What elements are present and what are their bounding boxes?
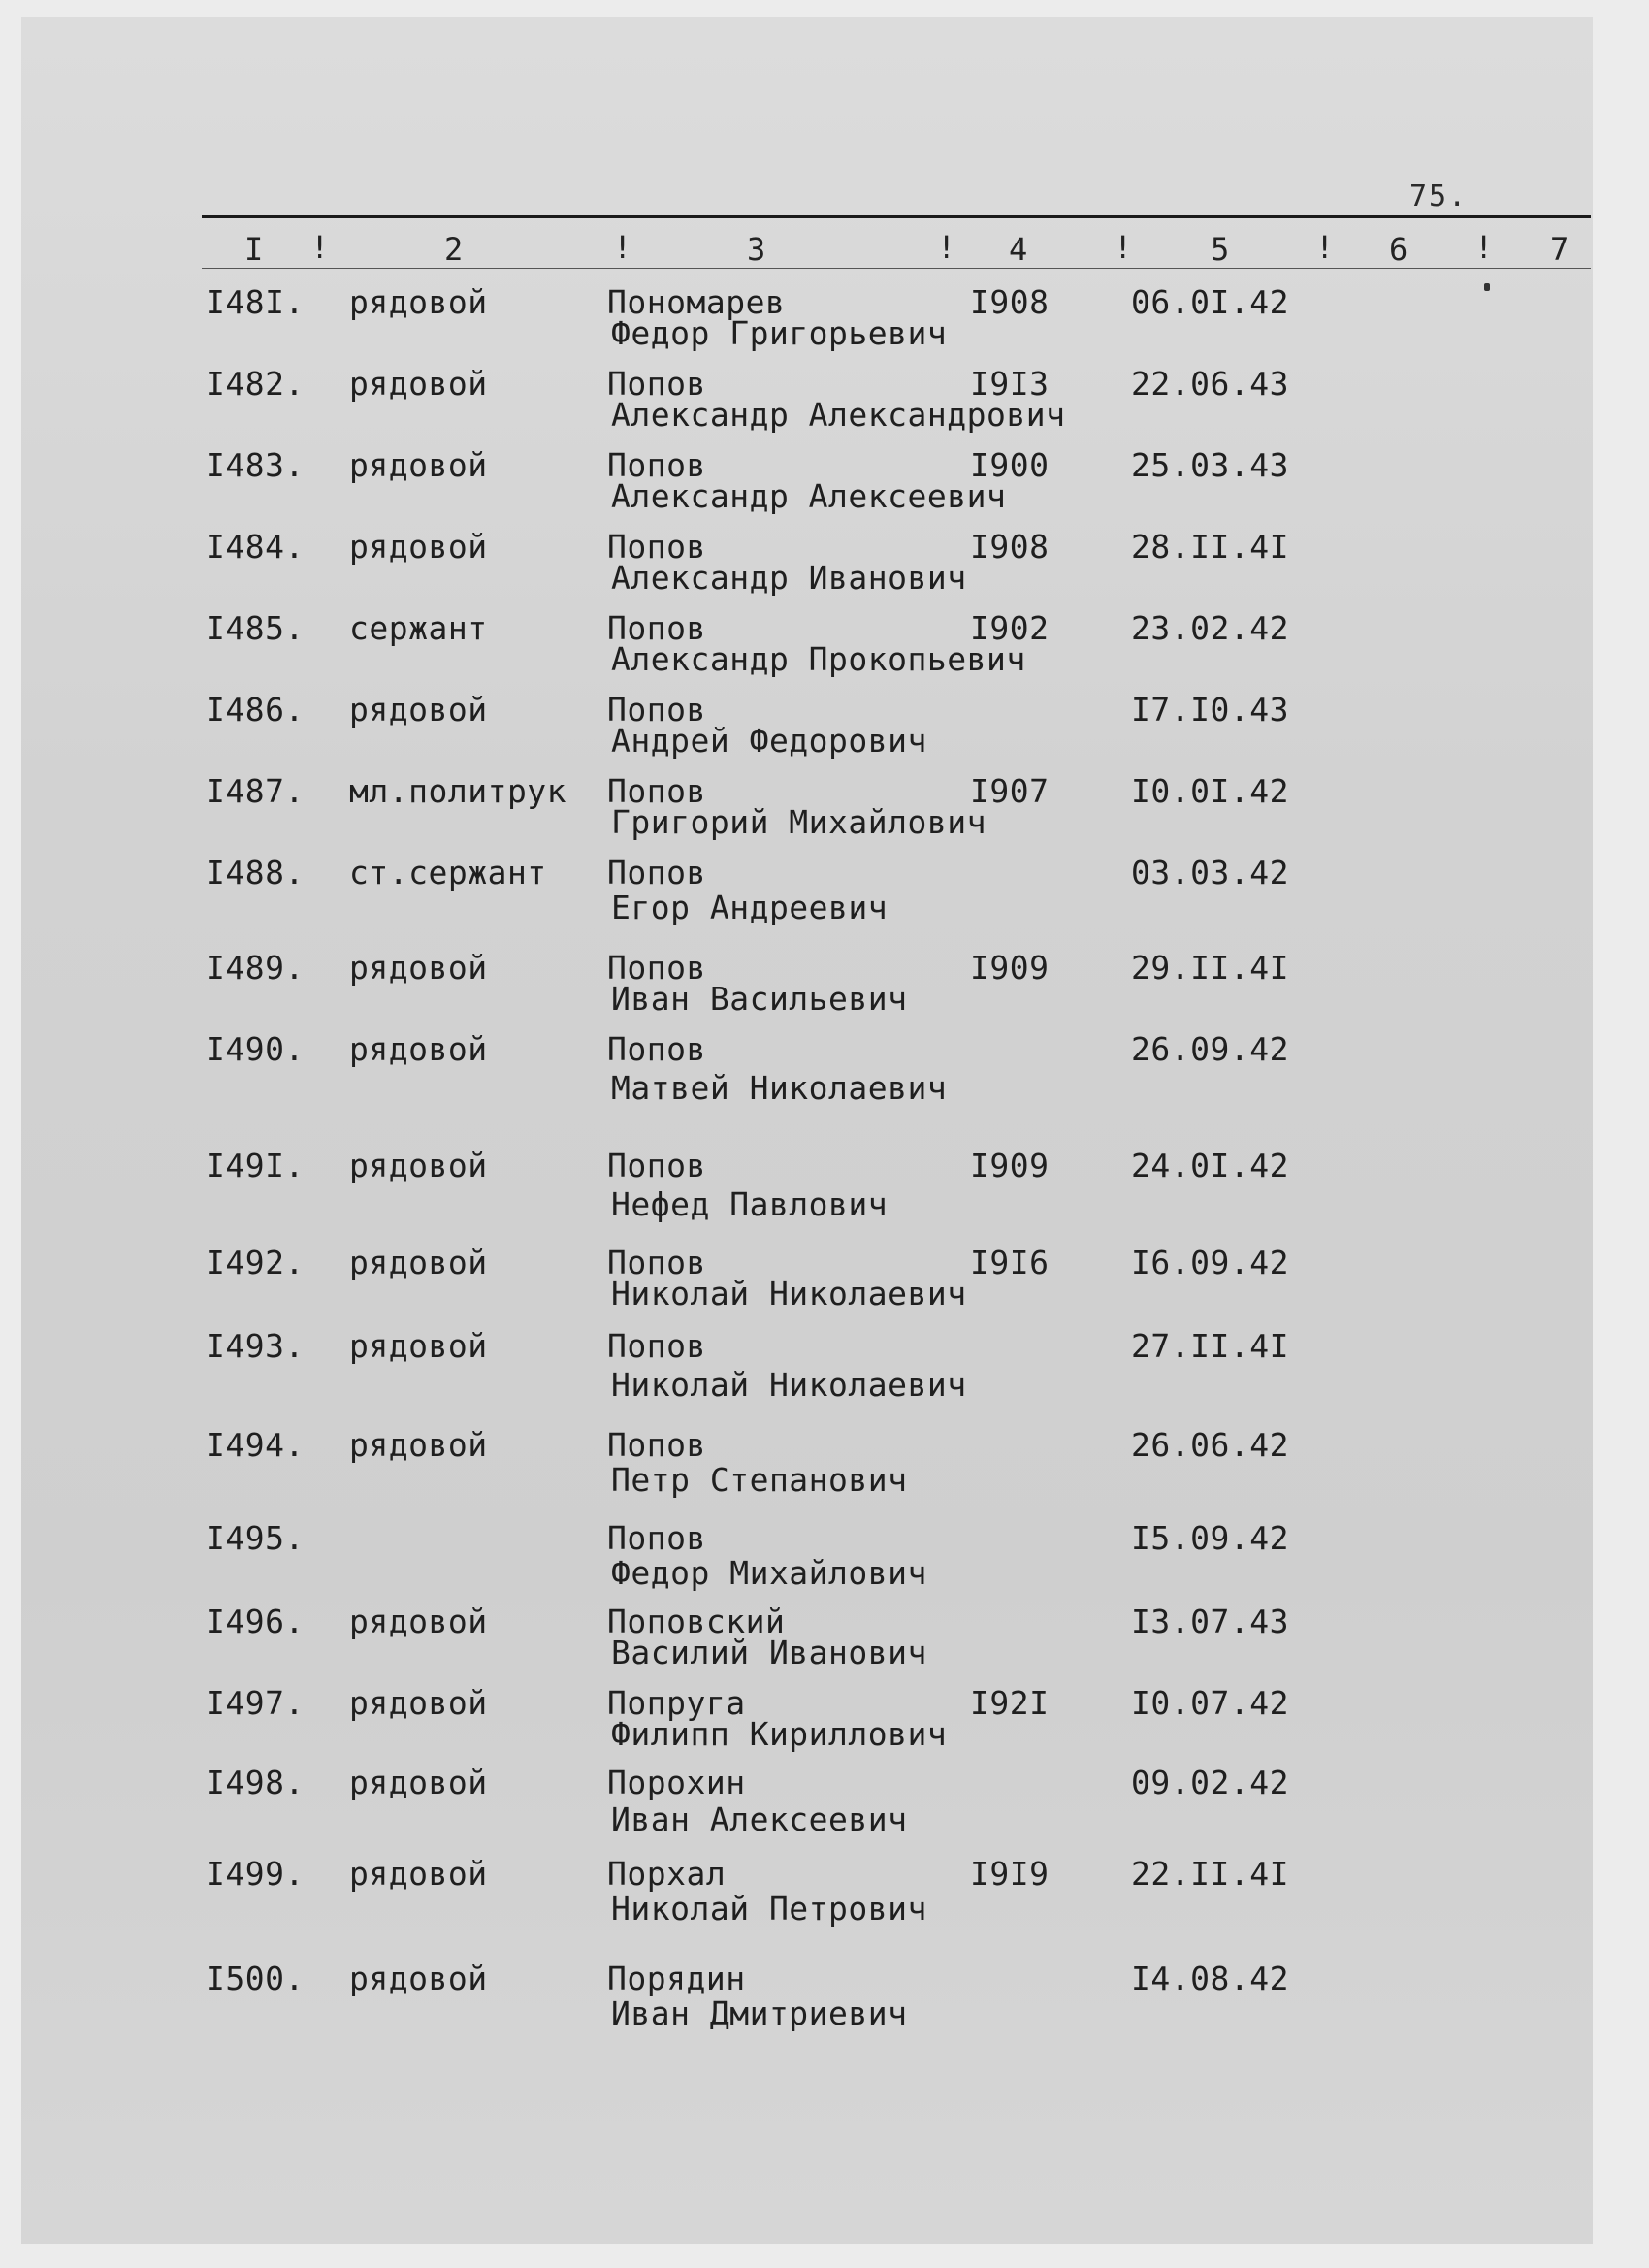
record-date: 24.0I.42	[1131, 1147, 1289, 1184]
column-header-5: 5	[1211, 231, 1230, 268]
record-number: I496.	[206, 1603, 305, 1640]
table-row	[0, 1327, 1649, 1405]
record-rank: рядовой	[349, 1426, 488, 1464]
column-separator: !	[937, 229, 956, 266]
record-given-name: Филипп Кириллович	[611, 1715, 948, 1753]
record-surname: Попов	[607, 691, 706, 729]
record-date: I0.07.42	[1131, 1684, 1289, 1722]
table-row	[0, 691, 1649, 768]
record-rank: рядовой	[349, 1960, 488, 1997]
column-header-7: 7	[1550, 231, 1569, 268]
table-row	[0, 1603, 1649, 1680]
record-given-name: Николай Петрович	[611, 1890, 927, 1928]
record-rank: рядовой	[349, 1030, 488, 1068]
column-separator: !	[1315, 229, 1335, 266]
record-birth-year: I908	[970, 283, 1050, 321]
record-number: I500.	[206, 1960, 305, 1997]
record-date: 25.03.43	[1131, 446, 1289, 484]
record-birth-year: I908	[970, 528, 1050, 566]
record-number: I482.	[206, 365, 305, 403]
table-row	[0, 1684, 1649, 1762]
table-row	[0, 949, 1649, 1026]
record-surname: Попов	[607, 772, 706, 810]
table-row	[0, 1855, 1649, 1932]
record-number: I493.	[206, 1327, 305, 1365]
record-number: I498.	[206, 1764, 305, 1801]
record-given-name: Николай Николаевич	[611, 1366, 967, 1404]
record-surname: Попов	[607, 365, 706, 403]
record-given-name: Александр Алексеевич	[611, 477, 1007, 515]
record-number: I485.	[206, 609, 305, 647]
column-header-1: I	[244, 231, 264, 268]
table-row	[0, 1426, 1649, 1504]
record-date: 28.II.4I	[1131, 528, 1289, 566]
record-birth-year: I902	[970, 609, 1050, 647]
record-rank: рядовой	[349, 283, 488, 321]
record-surname: Попруга	[607, 1684, 746, 1722]
record-surname: Попов	[607, 609, 706, 647]
column-separator: !	[310, 229, 330, 266]
record-birth-year: I907	[970, 772, 1050, 810]
record-given-name: Василий Иванович	[611, 1634, 927, 1671]
record-given-name: Николай Николаевич	[611, 1275, 967, 1312]
record-number: I484.	[206, 528, 305, 566]
record-surname: Попов	[607, 446, 706, 484]
record-birth-year: I9I6	[970, 1244, 1050, 1281]
record-rank: рядовой	[349, 1684, 488, 1722]
record-surname: Порохин	[607, 1764, 746, 1801]
record-number: I483.	[206, 446, 305, 484]
column-separator: !	[1114, 229, 1133, 266]
record-date: 09.02.42	[1131, 1764, 1289, 1801]
record-date: I7.I0.43	[1131, 691, 1289, 729]
record-rank: рядовой	[349, 1603, 488, 1640]
record-birth-year: I900	[970, 446, 1050, 484]
record-date: I6.09.42	[1131, 1244, 1289, 1281]
record-surname: Попов	[607, 1426, 706, 1464]
record-number: I497.	[206, 1684, 305, 1722]
record-given-name: Иван Алексеевич	[611, 1800, 908, 1838]
record-rank: сержант	[349, 609, 488, 647]
table-row	[0, 528, 1649, 605]
record-date: 26.09.42	[1131, 1030, 1289, 1068]
header-rule-bottom	[202, 268, 1591, 269]
record-rank: рядовой	[349, 1327, 488, 1365]
record-number: I49I.	[206, 1147, 305, 1184]
column-separator: !	[1474, 229, 1494, 266]
record-given-name: Александр Александрович	[611, 396, 1066, 434]
record-given-name: Нефед Павлович	[611, 1185, 889, 1223]
record-number: I499.	[206, 1855, 305, 1893]
record-surname: Попов	[607, 1519, 706, 1557]
record-given-name: Григорий Михайлович	[611, 803, 986, 841]
record-number: I495.	[206, 1519, 305, 1557]
table-row	[0, 1244, 1649, 1321]
column-header-6: 6	[1389, 231, 1408, 268]
record-number: I490.	[206, 1030, 305, 1068]
record-given-name: Александр Прокопьевич	[611, 640, 1026, 678]
record-date: I3.07.43	[1131, 1603, 1289, 1640]
record-birth-year: I9I9	[970, 1855, 1050, 1893]
record-surname: Пономарев	[607, 283, 786, 321]
record-surname: Порядин	[607, 1960, 746, 1997]
column-header-3: 3	[747, 231, 766, 268]
record-number: I489.	[206, 949, 305, 987]
record-given-name: Иван Васильевич	[611, 980, 908, 1018]
table-row	[0, 1764, 1649, 1841]
record-date: 22.II.4I	[1131, 1855, 1289, 1893]
record-rank: ст.сержант	[349, 854, 547, 891]
table-row	[0, 283, 1649, 361]
record-date: 03.03.42	[1131, 854, 1289, 891]
record-birth-year: I92I	[970, 1684, 1050, 1722]
table-row	[0, 1147, 1649, 1224]
record-rank: рядовой	[349, 1764, 488, 1801]
table-row	[0, 1030, 1649, 1108]
record-number: I492.	[206, 1244, 305, 1281]
record-rank: рядовой	[349, 446, 488, 484]
record-rank: рядовой	[349, 528, 488, 566]
header-rule-top	[202, 215, 1591, 218]
table-row	[0, 854, 1649, 931]
record-birth-year: I9I3	[970, 365, 1050, 403]
record-rank: рядовой	[349, 365, 488, 403]
record-number: I494.	[206, 1426, 305, 1464]
record-date: 26.06.42	[1131, 1426, 1289, 1464]
record-given-name: Федор Михайлович	[611, 1554, 927, 1592]
table-row	[0, 446, 1649, 524]
table-row	[0, 1519, 1649, 1597]
record-birth-year: I909	[970, 1147, 1050, 1184]
record-surname: Попов	[607, 1327, 706, 1365]
record-given-name: Егор Андреевич	[611, 889, 889, 926]
record-date: 22.06.43	[1131, 365, 1289, 403]
record-surname: Попов	[607, 854, 706, 891]
record-given-name: Петр Степанович	[611, 1461, 908, 1499]
record-number: I486.	[206, 691, 305, 729]
record-number: I48I.	[206, 283, 305, 321]
record-rank: рядовой	[349, 1147, 488, 1184]
record-rank: мл.политрук	[349, 772, 567, 810]
column-separator: !	[613, 229, 632, 266]
record-date: I5.09.42	[1131, 1519, 1289, 1557]
table-row	[0, 365, 1649, 442]
column-header-2: 2	[444, 231, 464, 268]
record-date: 29.II.4I	[1131, 949, 1289, 987]
record-rank: рядовой	[349, 949, 488, 987]
table-row	[0, 772, 1649, 850]
record-given-name: Иван Дмитриевич	[611, 1994, 908, 2032]
table-row	[0, 1960, 1649, 2037]
record-given-name: Матвей Николаевич	[611, 1069, 948, 1107]
record-surname: Попов	[607, 949, 706, 987]
record-rank: рядовой	[349, 1855, 488, 1893]
record-date: I4.08.42	[1131, 1960, 1289, 1997]
record-surname: Попов	[607, 528, 706, 566]
record-date: 27.II.4I	[1131, 1327, 1289, 1365]
record-surname: Попов	[607, 1030, 706, 1068]
record-surname: Поповский	[607, 1603, 786, 1640]
record-date: 23.02.42	[1131, 609, 1289, 647]
record-surname: Порхал	[607, 1855, 727, 1893]
record-number: I487.	[206, 772, 305, 810]
record-rank: рядовой	[349, 1244, 488, 1281]
record-given-name: Андрей Федорович	[611, 722, 927, 760]
page-number: 75.	[1409, 179, 1469, 213]
record-given-name: Федор Григорьевич	[611, 314, 948, 352]
record-date: I0.0I.42	[1131, 772, 1289, 810]
record-birth-year: I909	[970, 949, 1050, 987]
column-header-4: 4	[1009, 231, 1028, 268]
record-given-name: Александр Иванович	[611, 559, 967, 597]
record-rank: рядовой	[349, 691, 488, 729]
record-surname: Попов	[607, 1147, 706, 1184]
record-surname: Попов	[607, 1244, 706, 1281]
table-row	[0, 609, 1649, 687]
record-number: I488.	[206, 854, 305, 891]
record-date: 06.0I.42	[1131, 283, 1289, 321]
